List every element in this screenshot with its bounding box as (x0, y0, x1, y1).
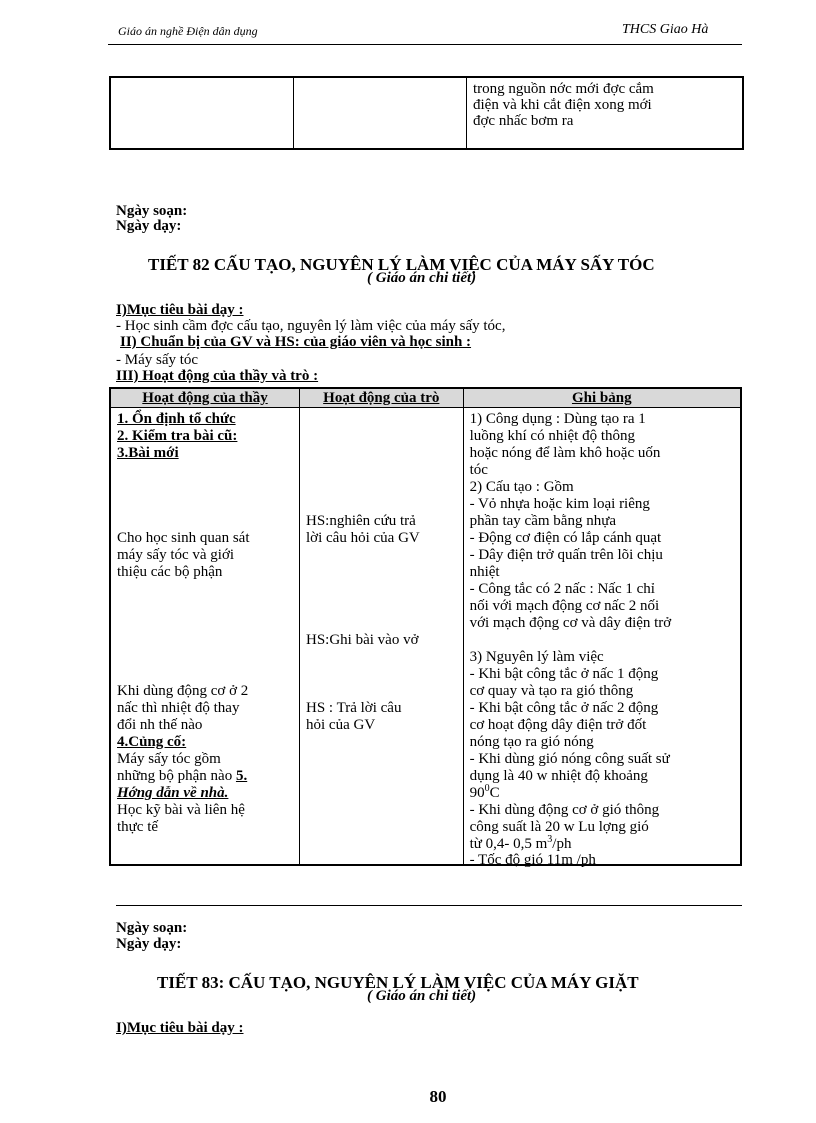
teacher-line (117, 768, 295, 784)
page-number: 80 (429, 1087, 447, 1106)
teacher-line: Khi dùng động cơ ở 2 (117, 683, 249, 699)
board-line: - Vỏ nhựa hoặc kim loại riêng (469, 496, 650, 512)
board-line: luồng khí có nhiệt độ thông (469, 428, 635, 444)
board-line: hoặc nóng để làm khô hoặc uốn (469, 445, 661, 461)
kiem-tra: 2. Kiểm tra bài cũ: (117, 428, 238, 444)
board-line: - Công tắc có 2 nấc : Nấc 1 chỉ (469, 581, 655, 597)
teacher-line: đổi nh thế nào (117, 717, 203, 733)
lesson-82-title: TIẾT 82 CẤU TẠO, NGUYÊN LÝ LÀM VIỆC CỦA MÁY SẤY TÓC (148, 255, 655, 274)
board-line: - Khi dùng động cơ ở gió thông (469, 802, 660, 818)
student-line: hỏi của GV (306, 717, 376, 733)
teacher-line: Máy sấy tóc gồm (117, 751, 221, 767)
board-line: nóng tạo ra gió nóng (469, 734, 594, 750)
continuation-table (109, 76, 744, 150)
student-line: HS:Ghi bài vào vở (306, 632, 419, 648)
temp-unit: C (489, 785, 500, 801)
lesson-82-subtitle: ( Giáo án chi tiết) (367, 270, 477, 286)
chuan-bi-text: - Máy sấy tóc (116, 352, 199, 368)
section-divider (116, 905, 742, 906)
huong-dan: Hớng dẫn về nhà. (117, 785, 229, 801)
teacher-line: thực tế (117, 819, 159, 835)
bai-moi: 3.Bài mới (117, 445, 179, 461)
board-line: dụng là 40 w nhiệt độ khoảng (469, 768, 648, 784)
airflow-sup: 3 (547, 834, 553, 845)
teacher-line: nấc thì nhiệt độ thay (117, 700, 240, 716)
huong-dan-number: 5. (235, 768, 248, 784)
muc-tieu-heading-83: I)Mục tiêu bài dạy : (116, 1020, 244, 1036)
board-line: phần tay cầm bằng nhựa (469, 513, 616, 529)
board-line: nhiệt (469, 564, 500, 580)
board-line: 3) Nguyên lý làm việc (469, 649, 604, 665)
board-line: cơ quay và tạo ra gió thông (469, 683, 634, 699)
lesson-83-title: TIẾT 83: CẤU TẠO, NGUYÊN LÝ LÀM VIỆC CỦA MÁY GIẶT (157, 973, 639, 992)
board-line: - Động cơ điện có lắp cánh quạt (469, 530, 662, 546)
board-line: - Khi bật công tắc ở nấc 1 động (469, 666, 659, 682)
board-line: nối với mạch động cơ nấc 2 nối (469, 598, 660, 614)
continuation-cell-2 (294, 77, 467, 149)
teacher-line: máy sấy tóc và giới (117, 547, 235, 563)
teacher-line: Học kỹ bài và liên hệ (117, 802, 245, 818)
continuation-line: đợc nhấc bơm ra (473, 113, 574, 129)
on-dinh: 1. Ổn định tổ chức (117, 411, 236, 427)
board-line: tóc (469, 462, 488, 478)
continuation-line: trong nguồn nớc mới đợc cắm (473, 81, 654, 97)
student-line: lời câu hỏi của GV (306, 530, 420, 546)
temp-sup: 0 (484, 783, 490, 794)
board-line: - Dây điện trở quấn trên lõi chịu (469, 547, 663, 563)
ngay-day-83: Ngày dạy: (116, 936, 182, 952)
airflow-line (470, 836, 736, 852)
header-board: Ghi bảng (463, 388, 741, 408)
board-line: - Khi bật công tắc ở nấc 2 động (469, 700, 659, 716)
temperature-line (470, 785, 736, 801)
board-line: - Tốc độ gió 11m /ph (469, 852, 596, 868)
may-say-line-2: những bộ phận nào (117, 768, 233, 784)
airflow-prefix: từ 0,4- 0,5 m (469, 836, 548, 852)
lesson-83-subtitle: ( Giáo án chi tiết) (367, 988, 477, 1004)
continuation-cell-1 (110, 77, 294, 149)
board-line: với mạch động cơ và dây điện trở (469, 615, 672, 631)
board-line: cơ hoạt động dây điện trở đốt (469, 717, 647, 733)
header-student: Hoạt động của trò (300, 388, 464, 408)
header-divider (108, 44, 742, 45)
student-line: HS : Trả lời câu (306, 700, 402, 716)
ngay-day-82: Ngày dạy: (116, 218, 182, 234)
board-line: công suất là 20 w Lu lợng gió (469, 819, 649, 835)
header-teacher: Hoạt động của thầy (110, 388, 300, 408)
student-column (300, 408, 464, 866)
muc-tieu-heading-82: I)Mục tiêu bài dạy : (116, 302, 244, 318)
teacher-line: Cho học sinh quan sát (117, 530, 250, 546)
board-line: 1) Công dụng : Dùng tạo ra 1 (469, 411, 646, 427)
cung-co: 4.Củng cố: (117, 734, 187, 750)
header-left: Giáo án nghề Điện dân dụng (118, 24, 258, 38)
activity-table (109, 387, 742, 866)
airflow-suffix: /ph (552, 836, 572, 852)
continuation-line: điện và khi cắt điện xong mới (473, 97, 652, 113)
ngay-soan-83: Ngày soạn: (116, 920, 188, 936)
teacher-line: thiệu các bộ phận (117, 564, 223, 580)
temp-value: 90 (469, 785, 485, 801)
continuation-cell-3 (467, 77, 744, 149)
student-line: HS:nghiên cứu trả (306, 513, 416, 529)
teacher-column (110, 408, 300, 866)
muc-tieu-text-82: - Học sinh cầm đợc cấu tạo, nguyên lý làm việc của máy sấy tóc, (116, 318, 506, 334)
ngay-soan-82: Ngày soạn: (116, 203, 188, 219)
hoat-dong-heading: III) Hoạt động của thầy và trò : (116, 368, 319, 384)
chuan-bi-heading: II) Chuẩn bị của GV và HS: của giáo viên và học sinh : (120, 334, 472, 350)
board-line: 2) Cấu tạo : Gồm (469, 479, 574, 495)
board-column (463, 408, 741, 866)
board-line: - Khi dùng gió nóng công suất sử (469, 751, 670, 767)
header-right: THCS Giao Hà (622, 22, 709, 37)
